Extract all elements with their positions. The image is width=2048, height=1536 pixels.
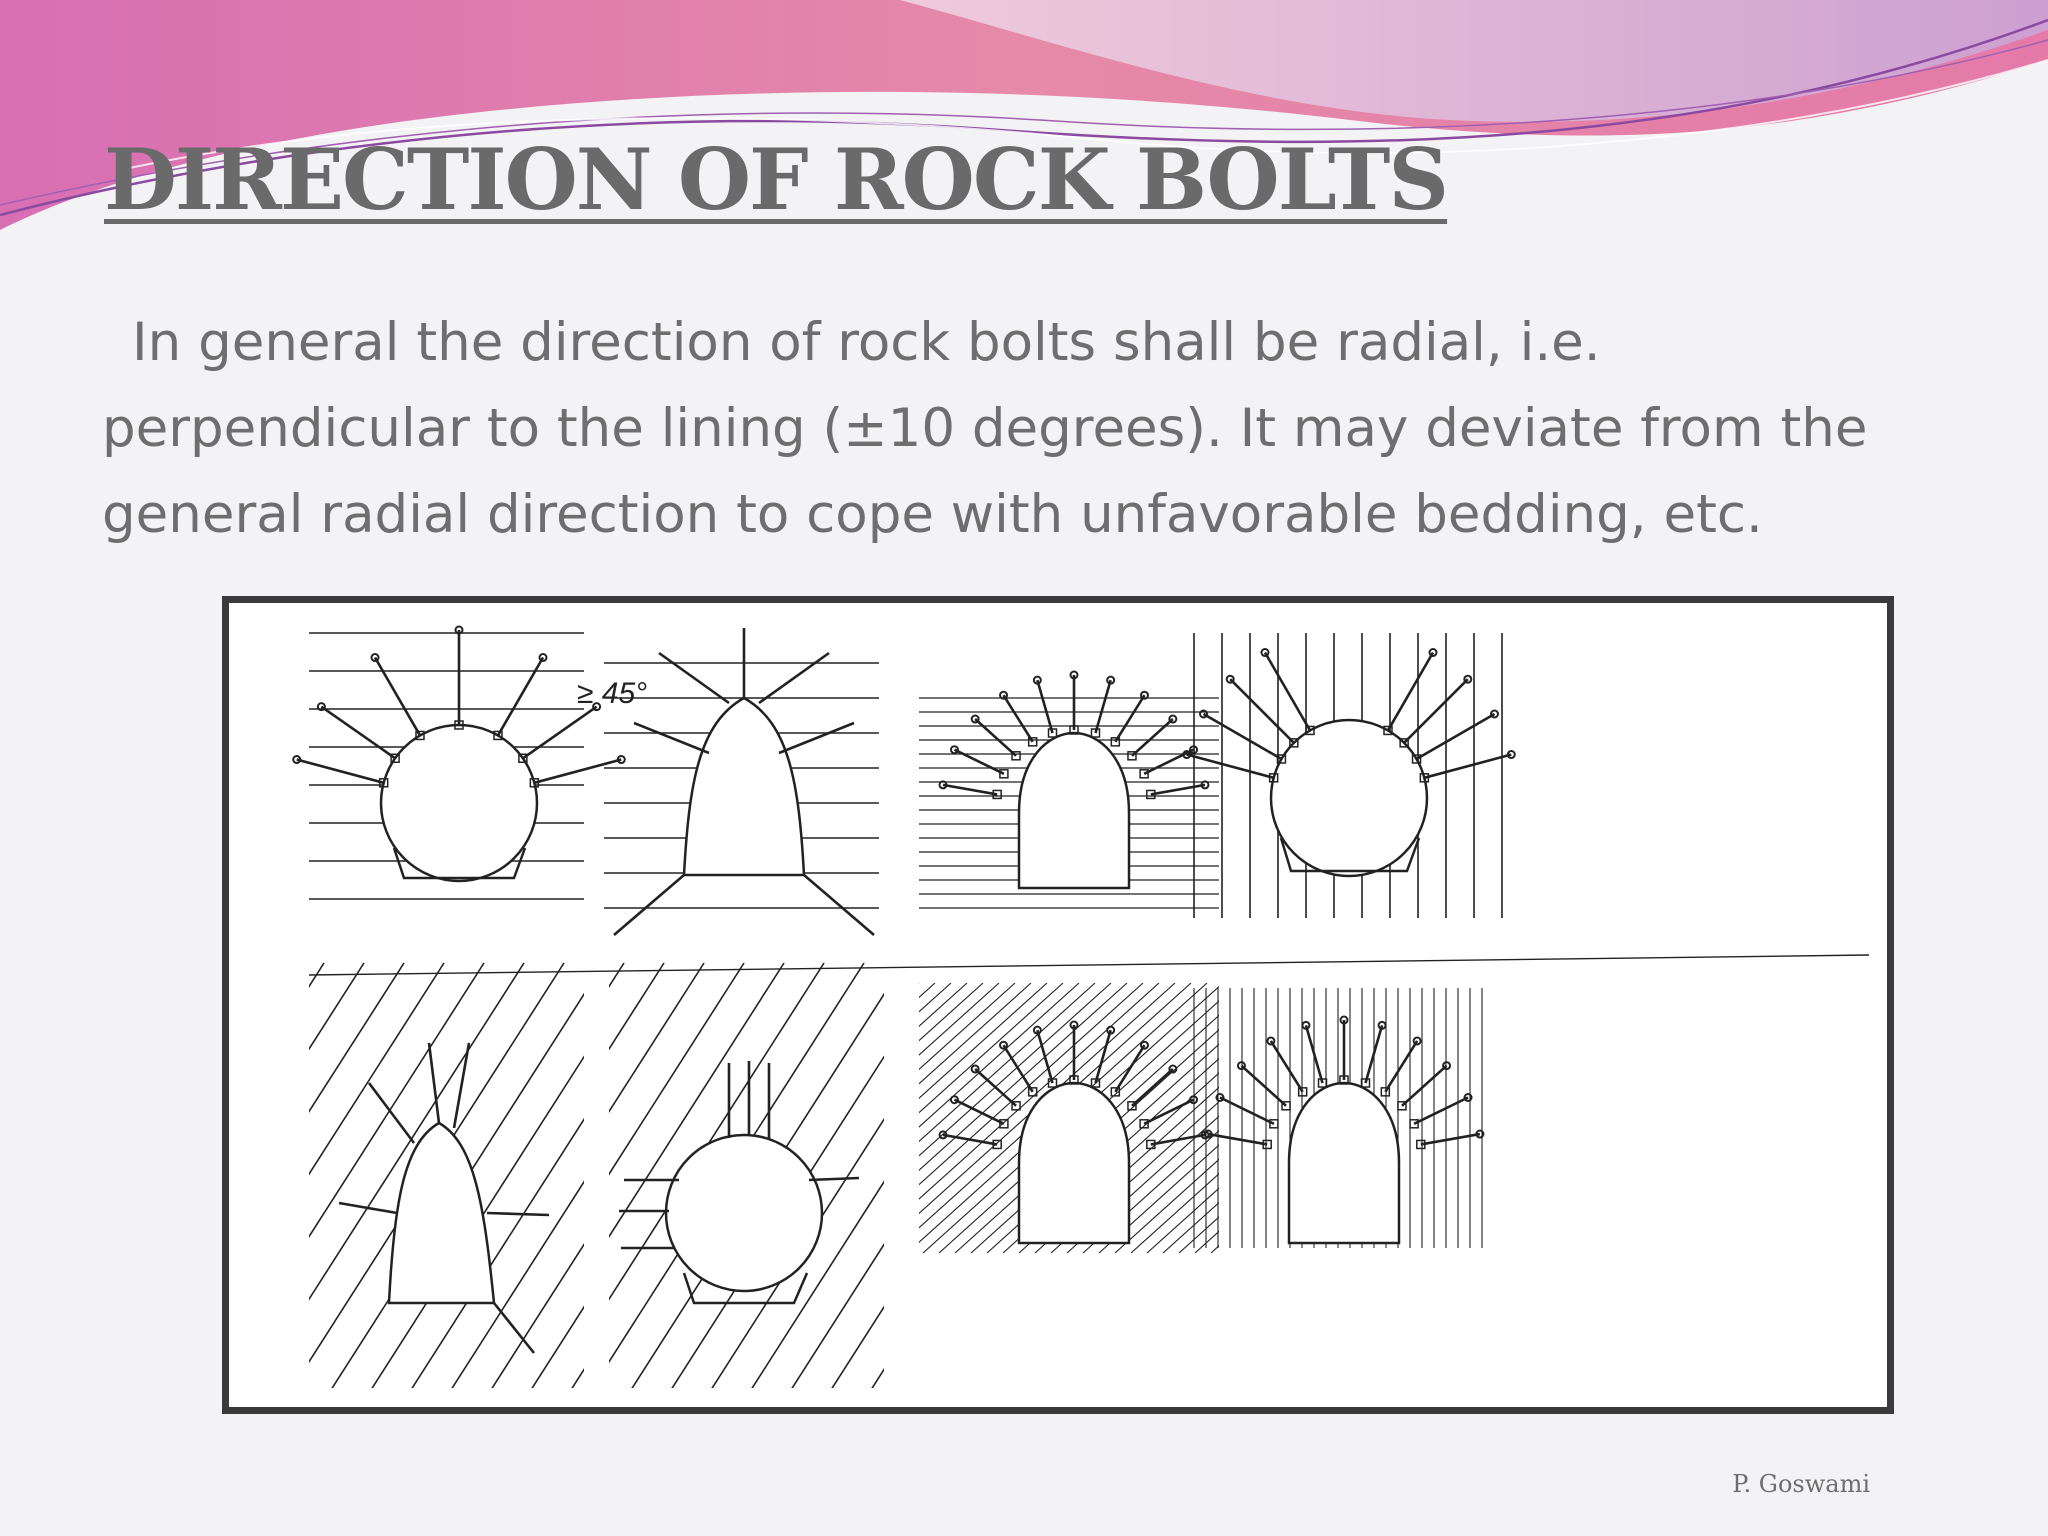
body-line-2: perpendicular to the lining (±10 degrees). It may deviate from the — [102, 398, 1868, 459]
rock-bolt — [1095, 680, 1110, 733]
rock-bolt — [1037, 680, 1052, 733]
rock-bolt — [1241, 1066, 1286, 1106]
rock-bolt — [809, 1178, 859, 1180]
rock-bolt — [1421, 1134, 1480, 1144]
rock-bolt — [659, 653, 729, 703]
tunnel-outline — [666, 1135, 822, 1291]
rock-bolt — [1265, 653, 1310, 731]
rock-bolt — [1115, 695, 1144, 742]
rock-bolt — [954, 750, 1003, 774]
rock-bolt — [634, 723, 709, 753]
rock-bolt — [1402, 1066, 1447, 1106]
rock-bolt — [1151, 1135, 1205, 1145]
tunnel-outline — [381, 725, 537, 881]
rock-bolt — [1151, 785, 1205, 795]
rock-bolt — [523, 707, 597, 759]
rock-bolt — [1144, 750, 1193, 774]
rock-bolt — [494, 1303, 534, 1353]
rock-bolt — [1208, 1134, 1267, 1144]
panel-3-tunnel — [940, 672, 1209, 889]
rock-bolt — [1187, 755, 1274, 778]
rock-bolt — [804, 875, 874, 935]
bolt-anchor — [1464, 676, 1471, 683]
rock-bolt — [1132, 719, 1173, 756]
rock-bolt — [1230, 679, 1294, 743]
rock-bolt — [534, 760, 621, 783]
bolt-anchor — [1227, 676, 1234, 683]
rock-bolt — [1388, 653, 1433, 731]
rock-bolt — [1417, 714, 1495, 759]
angle-label: ≥ 45° — [577, 677, 648, 710]
rock-bolt — [1404, 679, 1468, 743]
panel-4-tunnel — [1183, 649, 1515, 876]
rock-bolt — [954, 1100, 1003, 1124]
bolt-anchor — [1443, 1062, 1450, 1069]
rock-bolt — [498, 658, 543, 736]
rock-bolt — [1204, 714, 1282, 759]
rock-bolt — [779, 723, 854, 753]
rock-bolt — [297, 760, 384, 783]
bedding-line — [229, 963, 404, 1393]
bolt-anchor — [972, 716, 979, 723]
rock-bolt-diagram — [222, 596, 1894, 1414]
panel-divider — [309, 955, 1869, 975]
rock-bolt — [943, 785, 997, 795]
rock-bolt-diagram-svg — [229, 603, 1887, 1407]
bolt-anchor — [1169, 716, 1176, 723]
bedding-line — [229, 963, 284, 1393]
rock-bolt — [487, 1213, 549, 1215]
rock-bolt — [975, 719, 1016, 756]
bedding-line — [229, 963, 324, 1393]
rock-bolt — [321, 707, 395, 759]
body-line-3: general radial direction to cope with unfavorable bedding, etc. — [102, 484, 1763, 545]
rock-bolt — [369, 1083, 414, 1143]
tunnel-outline — [1289, 1083, 1399, 1243]
bedding-line — [249, 963, 524, 1393]
bedding-line — [229, 963, 364, 1393]
tunnel-outline — [1271, 720, 1427, 876]
panel-1-tunnel — [293, 627, 625, 882]
slide-title: DIRECTION OF ROCK BOLTS — [104, 130, 1448, 229]
panel-8-tunnel — [1205, 1017, 1484, 1244]
rock-bolt — [1271, 1041, 1303, 1092]
tunnel-outline — [1019, 733, 1129, 888]
body-line-1: In general the direction of rock bolts shall be radial, i.e. — [132, 312, 1601, 373]
rock-bolt — [1004, 695, 1033, 742]
rock-bolt — [1385, 1041, 1417, 1092]
panel-7-tunnel — [940, 1022, 1209, 1244]
panel-2-tunnel — [614, 628, 874, 935]
bedding-line — [349, 963, 624, 1393]
rock-bolt — [1424, 755, 1511, 778]
tunnel-outline — [684, 698, 804, 875]
rock-bolt — [429, 1043, 439, 1123]
rock-bolt — [339, 1203, 397, 1213]
body-paragraph — [102, 300, 2002, 558]
rock-bolt — [614, 875, 684, 935]
author-footer: P. Goswami — [1732, 1470, 1870, 1498]
tunnel-outline — [1019, 1083, 1129, 1243]
rock-bolt — [759, 653, 829, 703]
rock-bolt — [375, 658, 420, 736]
